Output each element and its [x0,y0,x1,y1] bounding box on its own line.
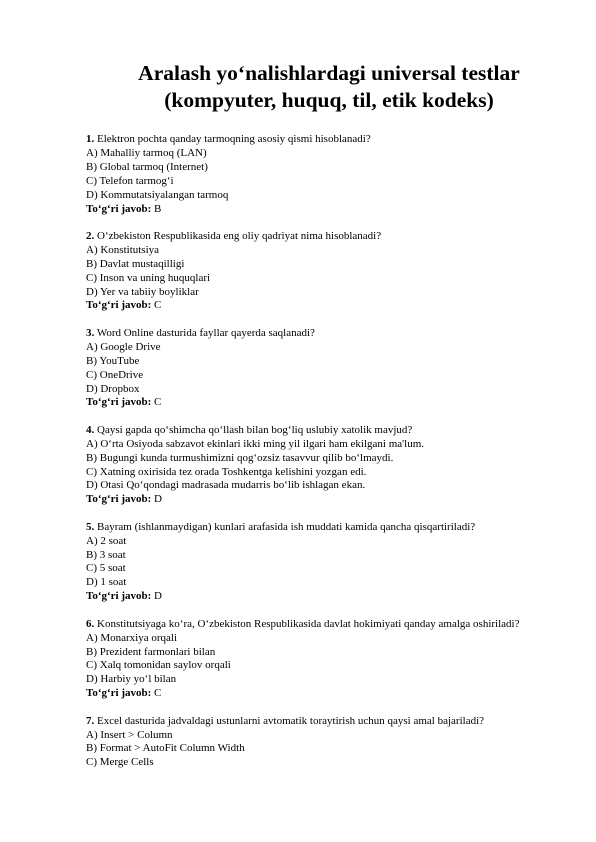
correct-answer-value: C [154,687,162,700]
correct-answer-label: To‘g‘ri javob: [86,202,152,215]
answer-option: A) O‘rta Osiyoda sabzavot ekinlari ikki ming yil ilgari ham ekilgani ma'lum. [86,437,425,450]
question-text [86,715,536,729]
question-body: Excel dasturida jadvaldagi ustunlarni avtomatik toraytirish uchun qaysi amal bajariladi? [97,714,485,727]
correct-answer-value: D [154,493,162,506]
question-text [86,521,536,535]
question-number: 2. [86,229,95,242]
correct-answer [86,203,536,217]
correct-answer-label: To‘g‘ri javob: [86,396,152,409]
question-body: Bayram (ishlanmaydigan) kunlari arafasida ish muddati kamida qancha qisqartiriladi? [97,520,476,533]
correct-answer-label: To‘g‘ri javob: [86,493,152,506]
answer-option: B) 3 soat [86,548,126,561]
correct-answer [86,590,536,604]
question-body: O‘zbekiston Respublikasida eng oliy qadriyat nima hisoblanadi? [97,229,382,242]
correct-answer-label: To‘g‘ri javob: [86,687,152,700]
answer-option: A) Mahalliy tarmoq (LAN) [86,146,207,159]
answer-option: A) Insert > Column [86,728,173,741]
question-block [86,327,536,410]
question-number: 1. [86,133,95,145]
correct-answer [86,493,536,507]
answer-option: C) Inson va uning huquqlari [86,271,211,284]
question-number: 5. [86,520,95,533]
question-block [86,424,536,507]
question-body: Konstitutsiyaga ko‘ra, O‘zbekiston Respublikasida davlat hokimiyati qanday amalga oshiriladi? [97,617,520,630]
question-text [86,230,536,244]
answer-option: B) Format > AutoFit Column Width [86,742,245,755]
page-title [86,60,536,114]
answer-option: C) Telefon tarmog‘i [86,174,174,187]
question-list [86,133,536,770]
question-number: 7. [86,714,95,727]
answer-option: A) Konstitutsiya [86,243,160,256]
correct-answer [86,396,536,410]
title-line-2: (kompyuter, huquq, til, etik kodeks) [164,88,494,112]
question-body: Elektron pochta qanday tarmoqning asosiy qismi hisoblanadi? [97,133,371,145]
answer-option: D) Harbiy yo‘l bilan [86,673,177,686]
title-line-1: Aralash yo‘nalishlardagi universal testlar [138,61,520,85]
question-block [86,133,536,216]
answer-option: A) Google Drive [86,340,161,353]
answer-option: C) Xalq tomonidan saylov orqali [86,659,231,672]
question-number: 6. [86,617,95,630]
answer-option: C) OneDrive [86,368,144,381]
correct-answer-value: C [154,396,162,409]
question-text [86,618,536,632]
answer-option: C) Xatning oxirisida tez orada Toshkentga kelishini yozgan edi. [86,465,367,478]
question-block [86,521,536,604]
correct-answer-value: D [154,590,162,603]
answer-option: C) Merge Cells [86,756,154,769]
answer-option: B) Prezident farmonlari bilan [86,645,216,658]
answer-option: C) 5 soat [86,562,126,575]
question-text [86,424,536,438]
answer-option: B) Davlat mustaqilligi [86,257,185,270]
question-block [86,715,536,771]
answer-option: D) Dropbox [86,382,140,395]
answer-option: D) Yer va tabiiy boyliklar [86,285,199,298]
correct-answer-value: C [154,299,162,312]
answer-option: D) Kommutatsiyalangan tarmoq [86,188,229,201]
answer-option: D) Otasi Qo‘qondagi madrasada mudarris bo‘lib ishlagan ekan. [86,479,366,492]
correct-answer-label: To‘g‘ri javob: [86,299,152,312]
document-page [86,60,536,784]
answer-option: A) Monarxiya orqali [86,631,178,644]
answer-option: B) Global tarmoq (Internet) [86,160,208,173]
answer-option: A) 2 soat [86,534,127,547]
question-number: 3. [86,326,95,339]
answer-option: D) 1 soat [86,576,127,589]
correct-answer [86,687,536,701]
question-text [86,327,536,341]
correct-answer [86,299,536,313]
question-number: 4. [86,423,95,436]
question-block [86,230,536,313]
answer-option: B) Bugungi kunda turmushimizni qog‘ozsiz tasavvur qilib bo‘lmaydi. [86,451,394,464]
question-body: Qaysi gapda qo‘shimcha qo‘llash bilan bog‘liq uslubiy xatolik mavjud? [97,423,413,436]
correct-answer-value: B [154,202,162,215]
question-text [86,133,536,147]
question-body: Word Online dasturida fayllar qayerda saqlanadi? [96,326,315,339]
correct-answer-label: To‘g‘ri javob: [86,590,152,603]
answer-option: B) YouTube [86,354,140,367]
question-block [86,618,536,701]
